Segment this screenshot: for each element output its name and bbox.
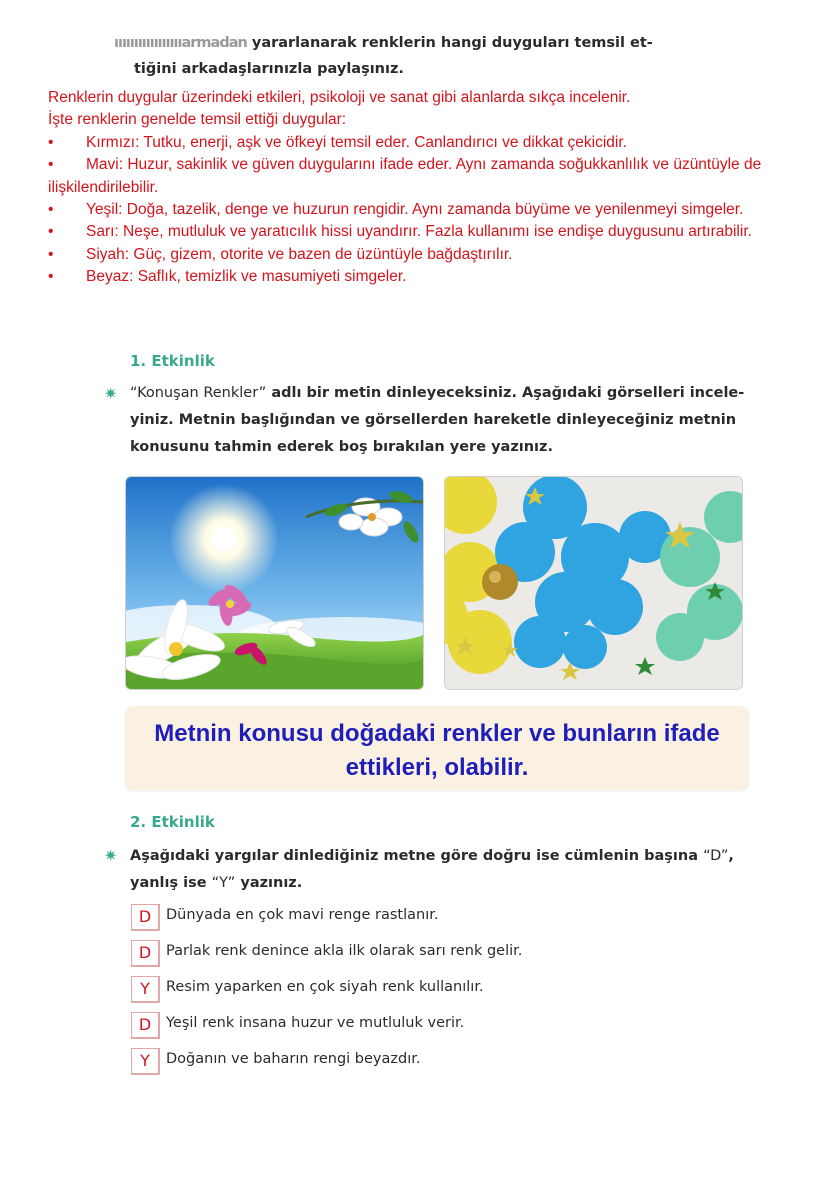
smudged-text: ıııııııııııııııııarmadan [114,35,247,51]
bullet: • [48,133,54,151]
answer-line2: ettikleri, olabilir. [345,754,529,781]
list-item: • Mavi: Huzur, sakinlik ve güven duygularını ifade eder. Aynı zamanda soğukkanlılık ve üzüntüyle de ilişkilendirilebilir. [48,156,762,196]
intro-line1: yararlanarak renklerin hangi duyguları temsil et- [246,35,653,51]
intro-line2: tiğini arkadaşlarınızla paylaşınız. [134,61,404,77]
answer-line1: Metnin konusu doğadaki renkler ve bunların ifade [154,720,720,747]
color-emotion-list [48,132,828,289]
statement-text: Doğanın ve baharın rengi beyazdır. [166,1051,421,1067]
answer-box[interactable]: D [131,904,160,931]
bullet: • [48,156,54,174]
list-item: • Kırmızı: Tutku, enerji, aşk ve öfkeyi temsil eder. Canlandırıcı ve dikkat çekicidir. [48,132,828,154]
statement-text: Dünyada en çok mavi renge rastlanır. [166,907,439,923]
answer-box[interactable]: D [131,1012,160,1039]
list-item: • Sarı: Neşe, mutluluk ve yaratıcılık hissi uyandırır. Fazla kullanımı ise endişe duygusunu artırabilir. [48,221,828,243]
list-item: • Yeşil: Doğa, tazelik, denge ve huzurun rengidir. Aynı zamanda büyüme ve yenilenmeyi simgeler. [48,199,828,221]
star-icon: ✷ [104,386,118,403]
red-answer-para1: Renklerin duygular üzerindeki etkileri, psikoloji ve sanat gibi alanlarda sıkça incelenir. [48,89,631,106]
activity2-title: 2. Etkinlik [130,813,215,831]
answer-box[interactable]: D [131,940,160,967]
statement-text: Resim yaparken en çok siyah renk kullanılır. [166,979,484,995]
activity1-title: 1. Etkinlik [130,352,215,370]
answer-box[interactable]: Y [131,976,160,1003]
story-title-quote: “Konuşan Renkler” [130,385,267,401]
activity1-answer-box [125,706,749,790]
red-answer-block [48,87,828,289]
star-icon: ✷ [104,848,118,865]
activity2-instruction: Aşağıdaki yargılar dinlediğiniz metne göre doğru ise cümlenin başına “D”, yanlış ise “Y” yazınız. [130,848,734,891]
list-item: • Beyaz: Saflık, temizlik ve masumiyeti simgeler. [48,266,828,288]
bullet: • [48,268,54,286]
red-answer-para2: İşte renklerin genelde temsil ettiği duygular: [48,111,347,129]
sky-flowers-photo [125,476,424,690]
bullet: • [48,201,54,219]
intro-instruction [114,30,754,82]
balloons-photo [444,476,743,690]
bullet: • [48,245,54,263]
answer-box[interactable]: Y [131,1048,160,1075]
activity1-instruction: “Konuşan Renkler” adlı bir metin dinleyeceksiniz. Aşağıdaki görselleri incele- yiniz. Metnin başlığından ve görsellerden hareketle dinleyeceğiniz metnin konusunu tahmin ederek boş bırakılan yere yazınız. [130,385,745,455]
list-item: • Siyah: Güç, gizem, otorite ve bazen de üzüntüyle bağdaştırılır. [48,244,828,266]
bullet: • [48,223,54,241]
statement-text: Yeşil renk insana huzur ve mutluluk verir. [166,1015,465,1031]
statement-text: Parlak renk denince akla ilk olarak sarı renk gelir. [166,943,523,959]
